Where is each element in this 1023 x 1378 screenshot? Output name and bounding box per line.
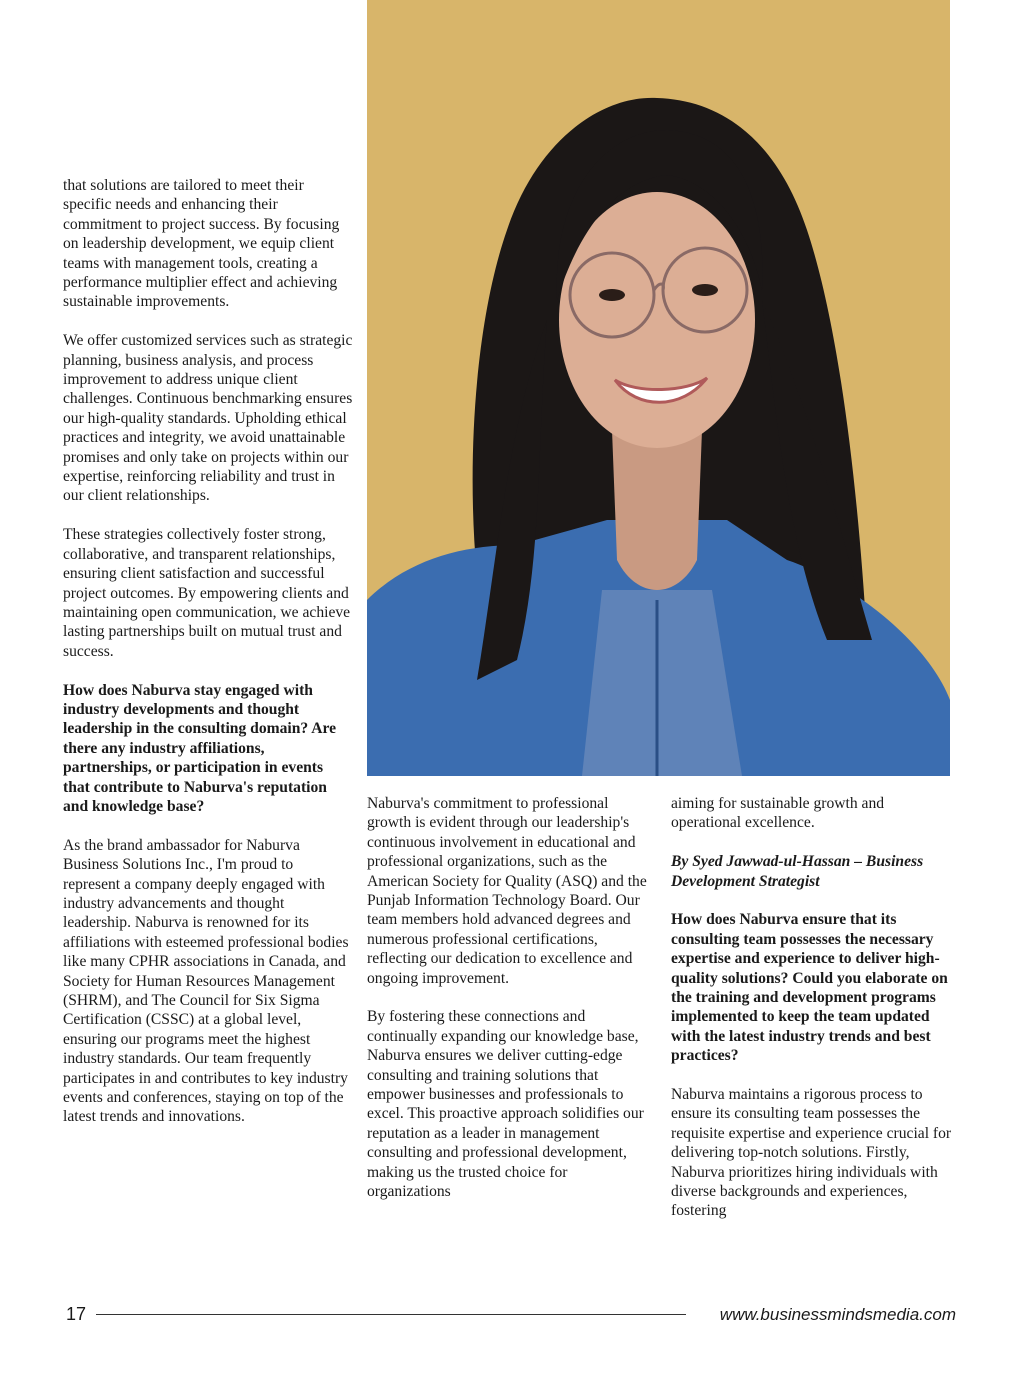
paragraph: We offer customized services such as strategic planning, business analysis, and process improvement to address unique client challenges. Continuous benchmarking ensures our high-quality standards. Upholding ethical practices and integrity, we avoid unattainable promises and only take on projects within our expertise, reinforcing reliability and trust in our client relationships. — [63, 332, 353, 505]
footer-divider — [96, 1314, 686, 1315]
portrait-photo — [367, 0, 950, 776]
paragraph: Naburva maintains a rigorous process to ensure its consulting team possesses the requisite expertise and experience crucial for delivering top-notch solutions. Firstly, Naburva prioritizes hiring individuals with diverse backgrounds and experiences, fostering — [671, 1086, 952, 1220]
interview-question: How does Naburva ensure that its consulting team possesses the necessary expertise and experience to deliver high-quality solutions? Could you elaborate on the training and development programs implemented to keep the team updated with the latest industry trends and best practices? — [671, 911, 948, 1065]
text-column-left — [63, 176, 353, 1146]
paragraph: that solutions are tailored to meet their specific needs and enhancing their commitment to project success. By focusing on leadership development, we equip client teams with management tools, creating a performance multiplier effect and achieving sustainable improvements. — [63, 177, 340, 311]
footer-website-url: www.businessmindsmedia.com — [719, 1305, 956, 1324]
paragraph: These strategies collectively foster strong, collaborative, and transparent relationships, ensuring client satisfaction and successful project outcomes. By empowering clients and maintaining open communication, we achieve lasting partnerships built on mutual trust and success. — [63, 526, 351, 660]
interview-question: How does Naburva stay engaged with industry developments and thought leadership in the consulting domain? Are there any industry affiliations, partnerships, or participation in events that contribute to Naburva's reputation and knowledge base? — [63, 681, 337, 815]
paragraph: By fostering these connections and continually expanding our knowledge base, Naburva ensures we deliver cutting-edge consulting and training solutions that empower businesses and professionals to excel. This proactive approach solidifies our reputation as a leader in management consulting and professional development, making us the trusted choice for organizations — [367, 1008, 644, 1201]
paragraph: Naburva's commitment to professional growth is evident through our leadership's continuous involvement in educational and professional organizations, such as the American Society for Quality (ASQ) and the Punjab Information Technology Board. Our team members hold advanced degrees and numerous professional certifications, reflecting our dedication to excellence and ongoing improvement. — [367, 795, 647, 987]
paragraph: As the brand ambassador for Naburva Business Solutions Inc., I'm proud to represent a company deeply engaged with industry advancements and thought leadership. Naburva is renowned for its affiliations with esteemed professional bodies like many CPHR associations in Canada, and Society for Human Resources Management (SHRM), and The Council for Six Sigma Certification (CSSC) at a global level, ensuring our programs meet the highest industry standards. Our team frequently participates in and contributes to key industry events and conferences, staying on top of the latest trends and innovations. — [63, 836, 349, 1126]
text-column-middle — [367, 794, 652, 1221]
byline: By Syed Jawwad-ul-Hassan – Business Development Strategist — [671, 853, 924, 890]
text-column-right — [671, 794, 956, 1240]
page-number: 17 — [66, 1304, 87, 1324]
paragraph: aiming for sustainable growth and operational excellence. — [671, 795, 885, 832]
